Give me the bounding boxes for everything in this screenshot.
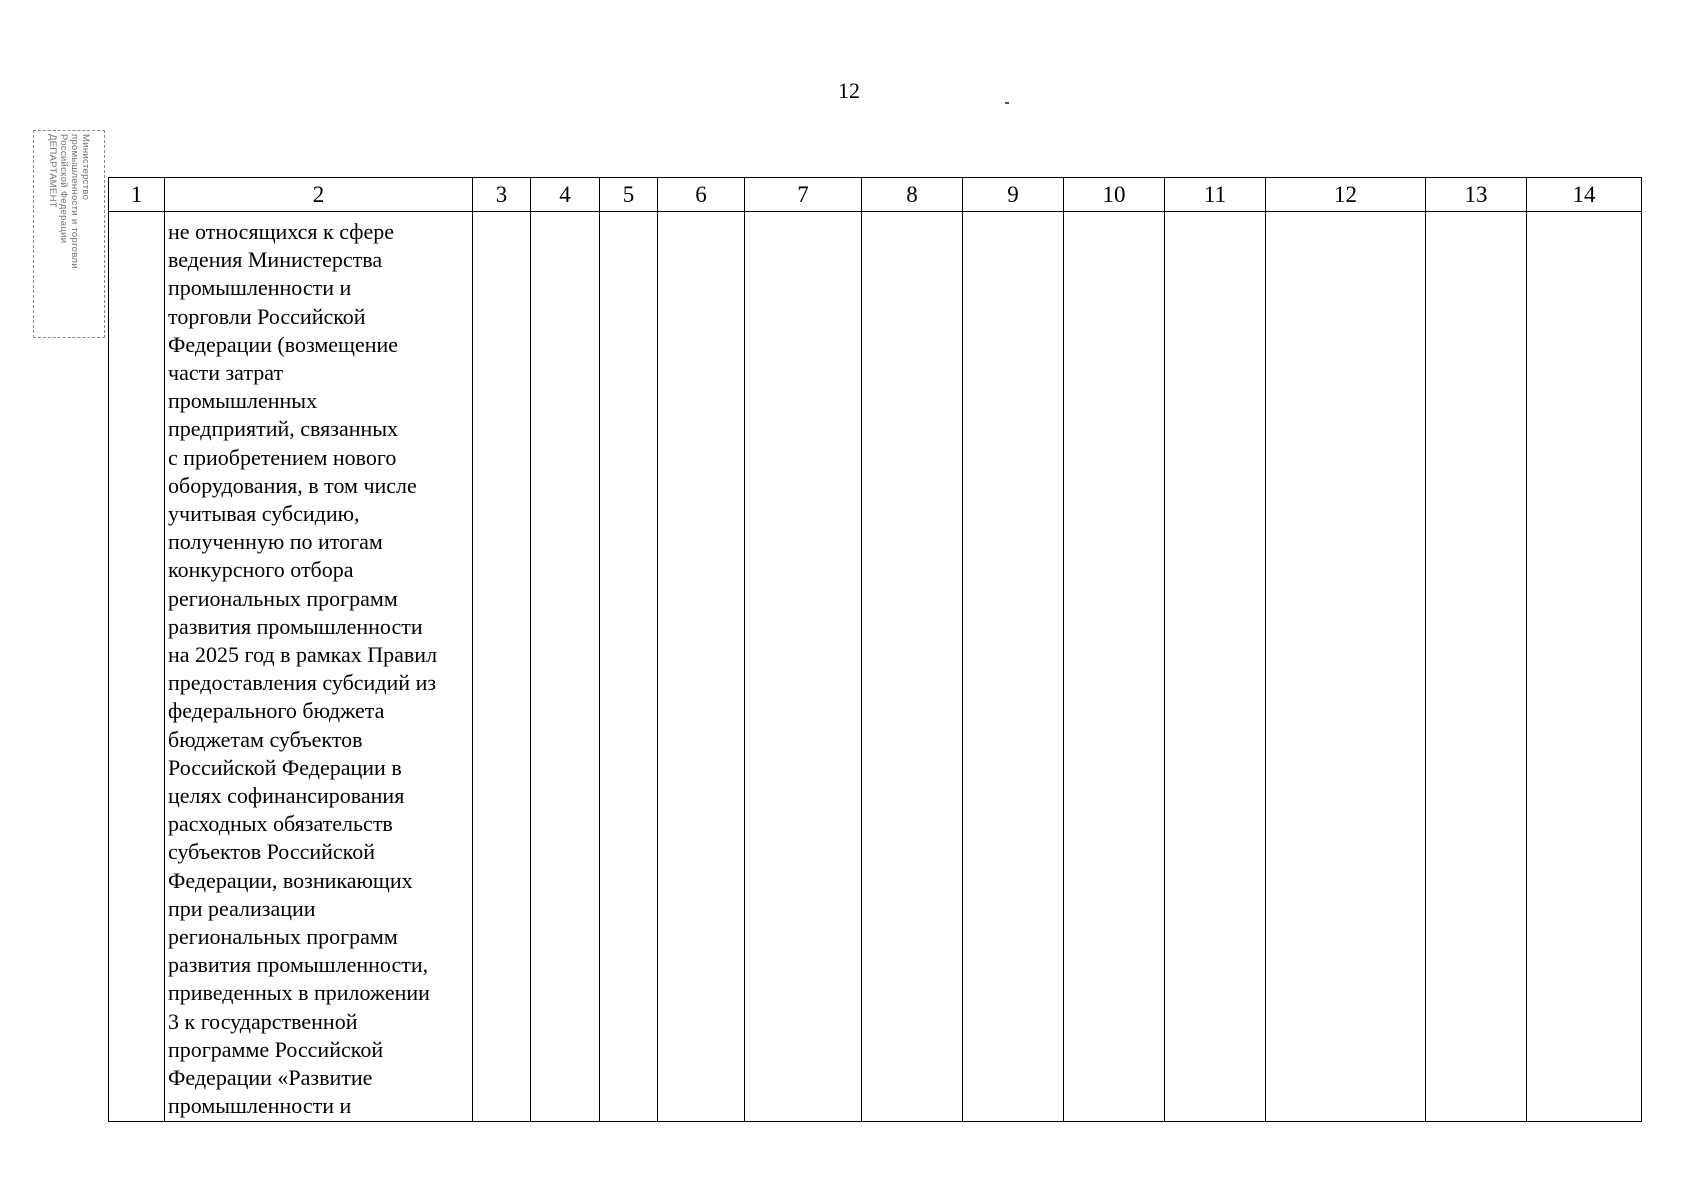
stamp-line: ДЕПАРТАМЕНТ — [47, 134, 58, 208]
column-header-8: 8 — [862, 178, 963, 212]
column-header-11: 11 — [1165, 178, 1266, 212]
registration-stamp — [33, 130, 105, 338]
cell-col-12 — [1266, 212, 1426, 1122]
cell-col-7 — [745, 212, 862, 1122]
cell-col-9 — [963, 212, 1064, 1122]
stamp-line: промышленности и торговли — [69, 134, 80, 269]
column-header-7: 7 — [745, 178, 862, 212]
cell-col-6 — [658, 212, 745, 1122]
column-header-12: 12 — [1266, 178, 1426, 212]
column-header-14: 14 — [1527, 178, 1642, 212]
column-header-2: 2 — [165, 178, 473, 212]
cell-col-14 — [1527, 212, 1642, 1122]
table-header-row — [109, 178, 1642, 212]
cell-col-10 — [1064, 212, 1165, 1122]
cell-col-13 — [1426, 212, 1527, 1122]
cell-col-5 — [600, 212, 658, 1122]
column-header-4: 4 — [531, 178, 600, 212]
table-row — [109, 212, 1642, 1122]
column-header-5: 5 — [600, 178, 658, 212]
scan-speck — [1005, 102, 1009, 104]
stamp-line: Российской Федерации — [58, 134, 69, 244]
column-header-10: 10 — [1064, 178, 1165, 212]
cell-col-11 — [1165, 212, 1266, 1122]
description-cell: не относящихся к сфере ведения Министерства промышленности и торговли Российской Федерации (возмещение части затрат промышленных предприятий, связанных с приобретением нового оборудования, в том числе учитывая субсидию, полученную по итогам конкурсного отбора региональных программ развития промышленности на 2025 год в рамках Правил предоставления субсидий из федерального бюджета бюджетам субъектов Российской Федерации в целях софинансирования расходных обязательств субъектов Российской Федерации, возникающих при реализации региональных программ развития промышленности, приведенных в приложении 3 к государственной программе Российской Федерации «Развитие промышленности и — [165, 212, 473, 1122]
column-header-13: 13 — [1426, 178, 1527, 212]
column-header-1: 1 — [109, 178, 165, 212]
column-header-6: 6 — [658, 178, 745, 212]
column-header-3: 3 — [473, 178, 531, 212]
cell-col-1 — [109, 212, 165, 1122]
column-header-9: 9 — [963, 178, 1064, 212]
stamp-line: Министерство — [80, 134, 91, 201]
cell-col-4 — [531, 212, 600, 1122]
page-number: 12 — [838, 78, 860, 103]
cell-col-8 — [862, 212, 963, 1122]
budget-table — [108, 177, 1642, 1122]
stamp-text — [47, 134, 91, 334]
cell-col-3 — [473, 212, 531, 1122]
